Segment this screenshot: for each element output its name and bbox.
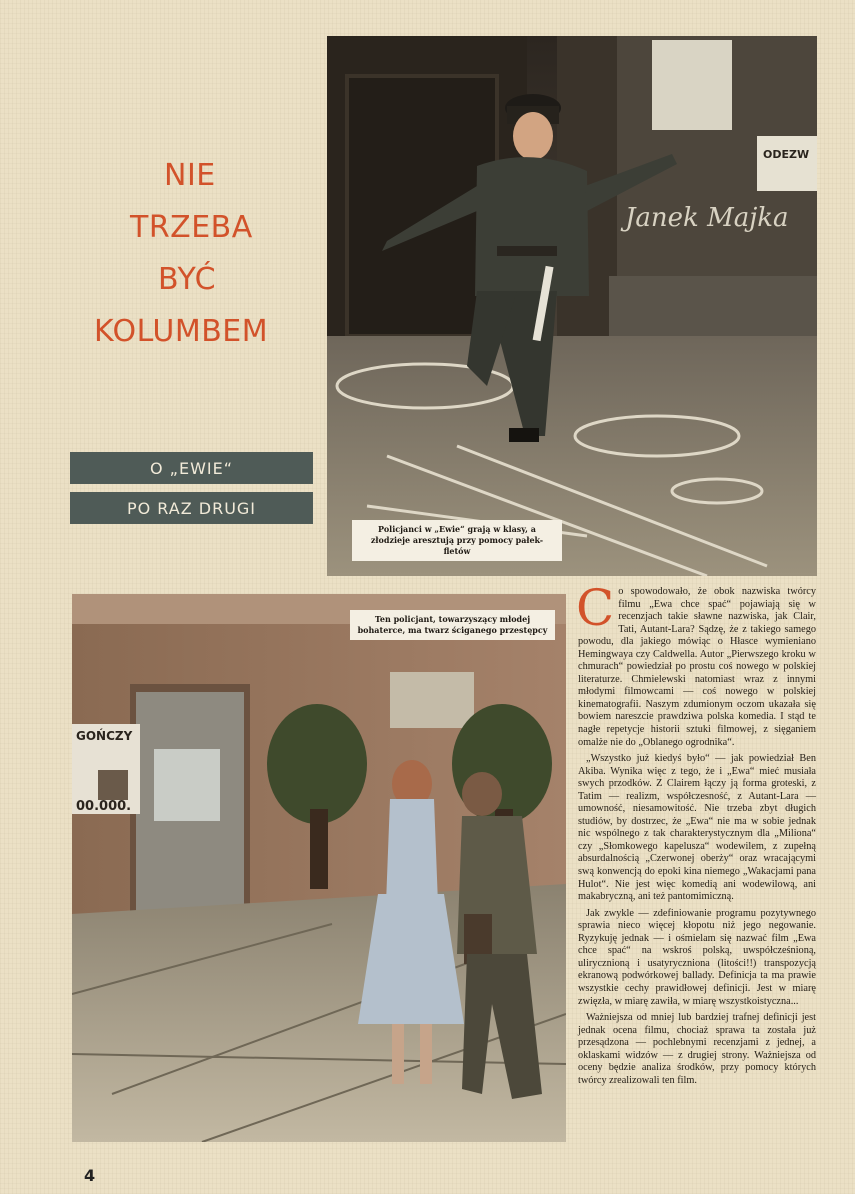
page-number: 4 <box>84 1166 96 1185</box>
photo-policeman-hopscotch <box>327 36 817 576</box>
article-paragraph-3: Jak zwykle — zdefiniowanie programu pozytywnego sprawia nieco więcej kłopotu niż jego negowanie. Ryzykuję jednak — i ośmielam się nazwać film „Ewa chce spać“ na wskroś polską, uwspółcześnioną, ulirycznioną i usatyryczniona (litości!!) transpozycją ekranową podwórkowej ballady. Definicja ta ma prawie wszystkie cechy prawidłowej definicji. Jest w miarę zwięzła, w miarę zawiła, w miarę wszystkoistyczna... <box>578 907 816 1007</box>
wanted-poster-bottom: 00.000. <box>76 799 132 814</box>
paragraph-1-text: o spowodowało, że obok nazwiska twórcy filmu „Ewa chce spać“ pojawiają się w recenzjach takie sławne nazwiska, jak Clair, Tati, Autant-Lara? Sądzę, że z takiego samego powodu, dla jakiego mówiąc o Hłasce wymieniano Hemingwaya czy Caldwella. Autor „Pierwszego kroku w chmurach“ powiedział po prostu coś nowego w polskiej literaturze. Chmielewski natomiast wraz z innymi młodymi filmowcami — coś nowego w polskiej kinematografii. Naszym zdumionym oczom ukazała się bowiem nareszcie prawdziwa polska komedia. I stąd te nagłe repetycje historii sztuki filmowej, z sięganiem omalże nie do „Oblanego ogrodnika“. <box>578 586 816 748</box>
article-paragraph-4: Ważniejsza od mniej lub bardziej trafnej definicji jest jednak ocena filmu, chociaż sprawa ta została już przesądzona — pochlebnymi recenzjami z jednej, a oklaskami widzów — z drugiej strony. Ważniejsza od oceny będzie analiza środków, przy pomocy których twórcy zrealizowali ten film. <box>578 1012 816 1086</box>
photo-girl-and-policeman <box>72 594 566 1142</box>
drop-cap: C <box>576 579 615 637</box>
photo1-caption: Policjanci w „Ewie“ grają w klasy, a złodzieje aresztują przy pomocy pałek-fletów <box>352 520 562 561</box>
wall-graffiti: Janek Majka <box>625 203 789 233</box>
photo2-caption: Ten policjant, towarzyszący młodej bohaterce, ma twarz ściganego przestępcy <box>350 610 555 640</box>
subtitle-bar-2: PO RAZ DRUGI <box>70 492 313 524</box>
headline-line-3: BYĆ <box>158 262 217 297</box>
headline-line-2: TRZEBA <box>130 210 253 245</box>
headline-line-4: KOLUMBEM <box>94 314 269 349</box>
article-paragraph-1 <box>576 579 816 749</box>
article-paragraph-2: „Wszystko już kiedyś było“ — jak powiedział Ben Akiba. Wynika więc z tego, że i „Ewa“ mieć musiała swych przodków. Z Clairem łączy ją forma groteski, z Tatim — realizm, współczesność, z Autant-Lara — umowność, niesamowitość. Nie trzeba zbyt długich studiów, by dostrzec, że „Ewa“ nie ma w sobie jednak nic wspólnego z tak charakterystycznym dla „Miliona“ czy „Słomkowego kapelusza“ wodewilem, z zupełną absurdalnością „Czerwonej oberży“ oraz wracającymi swą konwencją do epoki kina niemego „Wakacjami pana Hulot“. Nie jest więc komedią ani wodewilową, ani makabryczną, ani też pantomimiczną. <box>578 753 816 903</box>
headline <box>88 150 298 358</box>
article-body <box>576 579 816 1091</box>
wanted-poster-top: GOŃCZY <box>76 729 133 743</box>
wall-poster-text: ODEZW <box>763 148 810 161</box>
subtitle-bar-1: O „EWIE“ <box>70 452 313 484</box>
headline-line-1: NIE <box>164 158 216 193</box>
